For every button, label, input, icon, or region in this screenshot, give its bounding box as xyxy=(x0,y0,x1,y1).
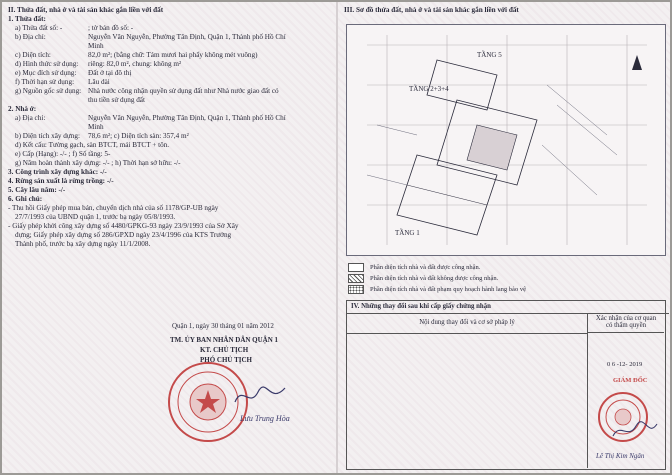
land-area: c) Diện tích: 82,0 m²; (bằng chữ: Tám mươi hai phẩy không mét vuông) xyxy=(15,51,258,59)
usage-origin-cont: thu tiền sử dụng đất xyxy=(88,96,145,104)
changes-content-column xyxy=(347,313,588,468)
confirmation-date: 0 6 -12- 2019 xyxy=(607,361,643,368)
signatory-role: KT. CHỦ TỊCH xyxy=(200,346,249,354)
col-content-header: Nội dung thay đổi và cơ sở pháp lý xyxy=(347,313,587,334)
section-iv-title: IV. Những thay đổi sau khi cấp giấy chứng nhận xyxy=(347,301,669,314)
house-heading: 2. Nhà ở: xyxy=(8,105,37,113)
label-floor-234: TẦNG 2+3+4 xyxy=(409,85,449,93)
section-iii-title: III. Sơ đồ thửa đất, nhà ở và tài sản khác gắn liền với đất xyxy=(344,6,519,14)
note-1a: - Thu hồi Giấy phép mua bán, chuyển dịch nhà của số 1178/GP-UB ngày xyxy=(8,204,219,212)
note-1b: 27/7/1993 của UBND quận 1, trước bạ ngày 05/8/1993. xyxy=(15,213,176,221)
label-floor-1: TẦNG 1 xyxy=(395,229,420,237)
usage-term: f) Thời hạn sử dụng: Lâu dài xyxy=(15,78,110,86)
legend-swatch-dotted xyxy=(348,285,364,294)
notes-heading: 6. Ghi chú: xyxy=(8,195,43,203)
house-structure: d) Kết cấu: Tường gạch, sàn BTCT, mái BTCT + tôn. xyxy=(15,141,170,149)
north-arrow-icon xyxy=(632,55,642,70)
house-address-cont: Minh xyxy=(88,123,104,131)
legend-item-recognized: Phần diện tích nhà và đất được công nhận. xyxy=(348,262,526,273)
forest: 4. Rừng sản xuất là rừng trồng: -/- xyxy=(8,177,114,185)
usage-form: d) Hình thức sử dụng: riêng: 82,0 m², chung: không m² xyxy=(15,60,182,68)
signatory-title: PHÓ CHỦ TỊCH xyxy=(200,356,252,364)
land-address: b) Địa chỉ: Nguyễn Văn Nguyễn, Phường Tân Định, Quận 1, Thành phố Hồ Chí xyxy=(15,33,286,41)
changes-table xyxy=(346,300,666,470)
col-confirmation-header: Xác nhận của cơ quan có thẩm quyền xyxy=(588,313,664,333)
signer-name: Lưu Trung Hòa xyxy=(240,414,290,423)
other-construction: 3. Công trình xây dựng khác: -/- xyxy=(8,168,107,176)
signature-left xyxy=(230,380,290,410)
legend xyxy=(348,262,526,295)
floor-plan-diagram xyxy=(346,24,666,256)
note-2c: Thành phố, trước bạ xây dựng ngày 11/1/2008. xyxy=(15,240,151,248)
parcel-number: a) Thửa đất số: - ; tờ bản đồ số: - xyxy=(15,24,134,32)
page-fold xyxy=(336,2,338,473)
left-page xyxy=(8,6,330,249)
note-2b: dựng; Giấy phép xây dựng số 286/GPXD ngày 23/4/1996 của KTS Trưởng xyxy=(15,231,232,239)
legend-swatch-hatched xyxy=(348,274,364,283)
signatory-org: TM. ỦY BAN NHÂN DÂN QUẬN 1 xyxy=(170,336,279,344)
section-ii-title: II. Thửa đất, nhà ở và tài sản khác gắn liền với đất xyxy=(8,6,164,14)
house-grade: e) Cấp (Hạng): -/- ; f) Số tầng: 5- xyxy=(15,150,111,158)
legend-item-not-recognized: Phần diện tích nhà và đất không được công nhận. xyxy=(348,273,526,284)
usage-origin: g) Nguồn gốc sử dụng: Nhà nước công nhận quyền sử dụng đất như Nhà nước giao đất có xyxy=(15,87,279,95)
issue-date: Quận 1, ngày 30 tháng 01 năm 2012 xyxy=(172,322,274,330)
house-area: b) Diện tích xây dựng: 78,6 m²; c) Diện tích sàn: 357,4 m² xyxy=(15,132,189,140)
usage-purpose: e) Mục đích sử dụng: Đất ở tại đô thị xyxy=(15,69,132,77)
note-2a: - Giấy phép khởi công xây dựng số 4480/GPKG-93 ngày 23/9/1993 của Sở Xây xyxy=(8,222,239,230)
signer2-name: Lê Thị Kim Ngân xyxy=(596,452,645,460)
site-sketch xyxy=(347,25,665,255)
signature-right xyxy=(610,418,660,442)
legend-swatch-plain xyxy=(348,263,364,272)
legend-item-planning: Phần diện tích nhà và đất phạm quy hoạch hành lang bảo vệ xyxy=(348,284,526,295)
house-year: g) Năm hoàn thành xây dựng: -/- ; h) Thời hạn sở hữu: -/- xyxy=(15,159,181,167)
land-heading: 1. Thửa đất: xyxy=(8,15,46,23)
perennial-trees: 5. Cây lâu năm: -/- xyxy=(8,186,66,194)
label-floor-5: TẦNG 5 xyxy=(477,51,502,59)
director-title: GIÁM ĐỐC xyxy=(613,377,648,384)
land-address-cont: Minh xyxy=(88,42,104,50)
house-address: a) Địa chỉ: Nguyễn Văn Nguyễn, Phường Tân Định, Quận 1, Thành phố Hồ Chí xyxy=(15,114,286,122)
